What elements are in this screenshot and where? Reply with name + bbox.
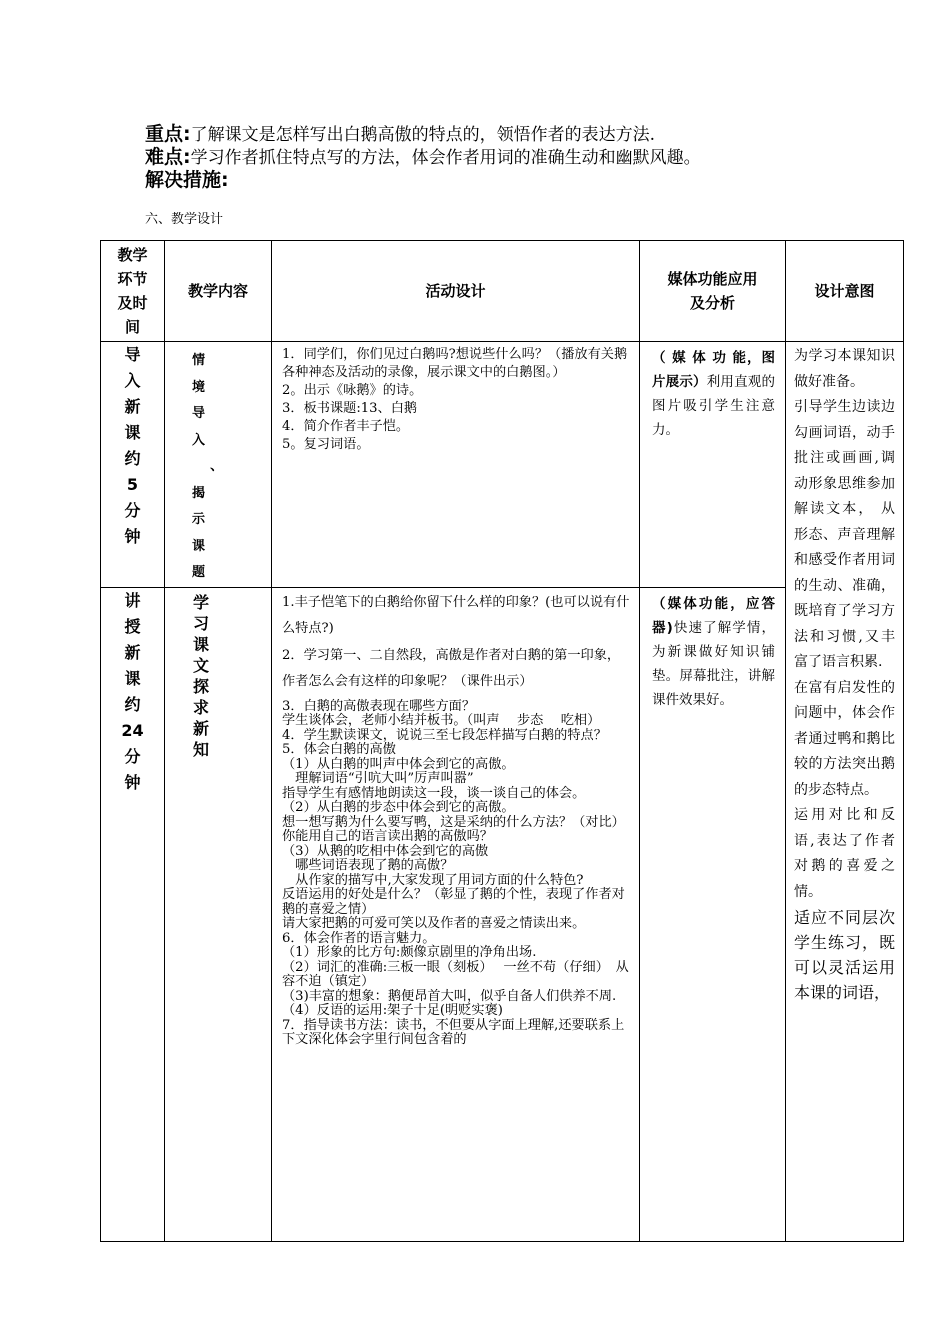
table-row — [101, 342, 904, 588]
media-function-label: （ 媒 体 功 能，图片展示） — [652, 350, 775, 390]
header-intent: 设计意图 — [786, 241, 904, 342]
activity-item: 想一想写鹅为什么要写鸭，这是采纳的什么方法？（对比） — [282, 814, 625, 830]
content-cell: 情 境 导 入 、 揭 示 课 题 — [165, 342, 272, 588]
activity-item: 指导学生有感情地朗读这一段，谈一谈自己的体会。 — [282, 785, 586, 801]
activity-item: 4．学生默读课文，说说三至七段怎样描写白鹅的特点？ — [282, 727, 607, 743]
header-row — [101, 241, 904, 342]
activity-item: 你能用自己的语言读出鹅的高傲吗？ — [282, 829, 493, 844]
activity-item: 哪些词语表现了鹅的高傲？ — [282, 858, 454, 873]
key-point-line — [145, 123, 925, 146]
intent-paragraph: 为学习本课知识做好准备。 — [794, 348, 895, 390]
activity-item: 2．学习第一、二自然段，高傲是作者对白鹅的第一印象，作者怎么会有这样的印象呢？（课件出示） — [282, 647, 621, 689]
activity-item: （1）形象的比方句:颇像京剧里的净角出场. — [282, 945, 537, 960]
activity-item: 3．白鹅的高傲表现在哪些方面？ — [282, 698, 476, 714]
key-point-label: 重点: — [145, 123, 191, 145]
activity-item: （3)丰富的想象：鹅便昂首大叫，似乎自备人们供养不周. — [282, 988, 617, 1004]
media-analysis: 利用直观的图片吸引学生注意力。 — [652, 374, 775, 438]
activity-item: 5。复习词语。 — [282, 437, 370, 452]
stage-cell: 导 入 新 课 约 5 分 钟 — [101, 342, 165, 588]
activity-item: 5．体会白鹅的高傲 — [282, 742, 396, 757]
activity-item: （1）从白鹅的叫声中体会到它的高傲。 — [282, 756, 515, 772]
activity-item: （2）从白鹅的步态中体会到它的高傲。 — [282, 800, 515, 815]
media-cell — [640, 342, 786, 588]
intent-paragraph: 引导学生边读边勾画词语，动手批注或画画,调动形象思维参加解读文本， 从形态、声音理解和感受作者用词的生动、准确，既培育了学习方法和习惯,又丰富了语言积累. — [794, 399, 895, 670]
activity-cell — [272, 587, 640, 1241]
intent-cell — [786, 342, 904, 1242]
media-analysis: 快速了解学情，为新课做好知识铺垫。屏幕批注，讲解课件效果好。 — [652, 619, 776, 708]
intent-paragraph: 运用对比和反语,表达了作者对鹅的喜爱之情。 — [794, 807, 895, 900]
intent-paragraph: 在富有启发性的问题中，体会作者通过鸭和鹅比较的方法突出鹅的步态特点。 — [794, 679, 895, 798]
activity-item: 请大家把鹅的可爱可笑以及作者的喜爱之情读出来。 — [282, 916, 586, 931]
activity-cell — [272, 342, 640, 588]
header-content: 教学内容 — [165, 241, 272, 342]
header-stage: 教学环节及时间 — [101, 241, 165, 342]
activity-item: 2。出示《咏鹅》的诗。 — [282, 383, 423, 398]
activity-item: 4．简介作者丰子恺。 — [282, 419, 410, 434]
activity-item: 1．同学们，你们见过白鹅吗?想说些什么吗？（播放有关鹅各种神态及活动的录像，展示课文中的白鹅图。） — [282, 347, 628, 380]
solution-line — [145, 169, 925, 192]
content-cell: 学 习 课 文 探 求 新 知 — [165, 587, 272, 1241]
teaching-design-table — [100, 240, 904, 1242]
activity-item: 3．板书课题:13、白鹅 — [282, 401, 418, 416]
solution-label: 解决措施: — [145, 169, 229, 191]
activity-item: （3）从鹅的吃相中体会到它的高傲 — [282, 843, 489, 859]
difficult-point-label: 难点: — [145, 146, 191, 168]
header-media: 媒体功能应用及分析 — [640, 241, 786, 342]
media-cell — [640, 587, 786, 1241]
key-point-text: 了解课文是怎样写出白鹅高傲的特点的，领悟作者的表达方法. — [190, 125, 656, 145]
activity-item: 从作家的描写中,大家发现了用词方面的什么特色? — [282, 872, 584, 888]
activity-item: 反语运用的好处是什么？（彰显了鹅的个性，表现了作者对鹅的喜爱之情） — [282, 887, 625, 917]
intent-paragraph: 适应不同层次学生练习，既可以灵活运用本课的词语， — [794, 908, 895, 1002]
stage-cell: 讲 授 新 课 约 24 分 钟 — [101, 587, 165, 1241]
table-row — [101, 587, 904, 1241]
difficult-point-line — [145, 146, 925, 169]
activity-item: （2）词汇的准确:三板一眼（刻板） 一丝不苟（仔细） 从容不迫（镇定） — [282, 959, 629, 989]
activity-item: （4）反语的运用:架子十足(明贬实褒) — [282, 1003, 503, 1018]
activity-item: 6．体会作者的语言魅力。 — [282, 930, 436, 946]
activity-item: 学生谈体会，老师小结并板书。（叫声 步态 吃相） — [282, 713, 601, 728]
activity-item: 理解词语“引吭大叫”厉声叫嚣” — [282, 771, 474, 786]
difficult-point-text: 学习作者抓住特点写的方法，体会作者用词的准确生动和幽默风趣。 — [190, 148, 701, 168]
activity-item: 7．指导读书方法：读书，不但要从字面上理解,还要联系上下文深化体会字里行间包含着的 — [282, 1017, 625, 1047]
section-title: 六、教学设计 — [145, 212, 224, 227]
media-function-label: （媒体功能，应答器) — [652, 595, 775, 636]
lesson-header — [145, 123, 925, 192]
activity-item: 1.丰子恺笔下的白鹅给你留下什么样的印象？(也可以说有什么特点?) — [282, 594, 630, 636]
header-activity: 活动设计 — [272, 241, 640, 342]
